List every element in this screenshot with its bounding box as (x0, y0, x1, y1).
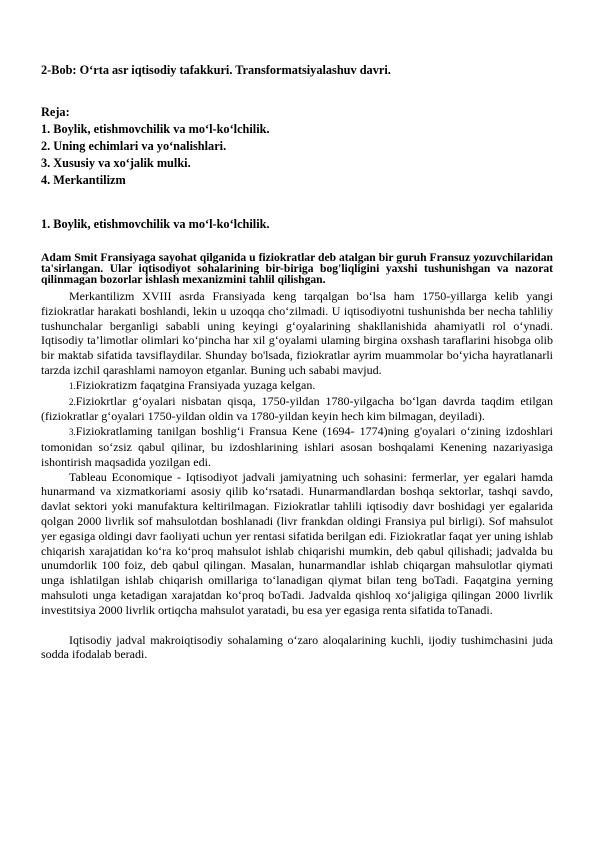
tableau-paragraph: Tableau Economique - Iqtisodiyot jadvali jamiyatning uch sohasini: fermerlar, yer egalari hamda hunarmand va xizmatkoriami asosiy qilib ko‘rsatadi. Hunarmandlardan boshqa sektorlar, tashqi savdo, davlat sektori yoki manufaktura keltirilmagan. Fiziokratlar tahlili iqtisodiy davr boshidagi yer egalarida qolgan 2000 livrlik sof mahsulotdan boshlanadi (livr frankdan oldingi Fransiya pul birligi). Sof mahsulot yer egasiga oldingi davr faoliyati uchun yer rentasi sifatida berilgan edi. Fiziokratlar faqat yer uning ishlab chiqarish xarajatidan ko‘ra ko‘proq mahsulot ishlab chiqarishi mumkin, deb qabul qilishadi; jadvalda bu unumdorlik 100 foiz, deb qabul qilingan. Masalan, hunarmandlar ishlab chiqargan mahsulotlar qiymati unga ishlatilgan ishlab chiqarish omillariga to‘lanadigan qiymat bilan teng boTadi. Faqatgina yerning mahsuloti unga ketadigan xarajatdan ko‘proq boTadi. Jadvalda qishloq xo‘jaligiga qilingan 2000 livrlik investitsiya 2000 livrlik ortiqcha mahsulot yaratadi, bu esa yer egasiga renta sifatida toTanadi. (41, 469, 553, 617)
intro-paragraph: Adam Smit Fransiyaga sayohat qilganida u fiziokratlar deb atalgan bir guruh Fransuz yozuvchilaridan ta'sirlangan. Ular iqtisodiyot sohalarining bir-biriga bog'liqligini yaxshi tushunishgan va nazorat qilinmagan bozorlar ishlash mexanizmini tahlil qilishgan. (41, 252, 553, 285)
plan-item: 3. Xususiy va xo‘jalik mulki. (41, 156, 191, 170)
chapter-title: 2-Bob: O‘rta asr iqtisodiy tafakkuri. Transformatsiyalashuv davri. (41, 63, 391, 77)
item-text: Fiziokratlaming tanilgan boshlig‘i Fransua Kene (1694- 1774)ning g'oyalari o‘zining izdoshlari tomonidan so‘zsiz qabul qilinar, bu izdoshlarining ishlari asosan boshqalami Kenening nazariyasiga ishontirish maqsadida yozilgan edi. (41, 424, 553, 469)
item-text: Fiziokrtlar g‘oyalari nisbatan qisqa, 1750-yildan 1780-yilgacha bo‘lgan davrda taqdim etilgan (fiziokratlar g‘oyalari 1750-yildan oldin va 1780-yildan keyin hech kim bilmagan, deyiladi). (41, 393, 553, 424)
numbered-item (41, 424, 553, 469)
plan-block (41, 104, 553, 189)
numbered-item (41, 394, 553, 425)
body-text (41, 289, 553, 662)
item-number: 2. (69, 396, 76, 407)
plan-item: 1. Boylik, etishmovchilik va mo‘l-ko‘lchilik. (41, 122, 270, 136)
section-heading: 1. Boylik, etishmovchilik va mo‘l-ko‘lchilik. (41, 217, 270, 231)
item-number: 1. (69, 380, 76, 391)
item-number: 3. (69, 427, 76, 438)
closing-paragraph: Iqtisodiy jadval makroiqtisodiy sohalaming o‘zaro aloqalarining kuchli, ijodiy tushimchasini juda sodda ifodalab beradi. (41, 632, 553, 662)
numbered-item (41, 378, 553, 394)
plan-item: 4. Merkantilizm (41, 173, 126, 187)
plan-item: 2. Uning echimlari va yo‘nalishlari. (41, 139, 227, 153)
paragraph: Merkantilizm XVIII asrda Fransiyada keng tarqalgan bo‘lsa ham 1750-yillarga kelib yangi fiziokratlar harakati boshlandi, lekin u uzoqqa cho‘zilmadi. U iqtisodiyotni tushunishda ber necha tahliliy tushunchalar berganligi sababli uning keyingi g‘oyalarining shakllanishida ahamiyatli rol o‘ynadi. Iqtisodiy ta’limotlar olimlari ko‘pincha har xil g‘oyalami ulaming birgina oxshash taraflarini hisobga olib bir maktab sifatida tavsiflaydilar. Shunday bo'lsada, fiziokratlar ayrim muammolar bo‘yicha hayratlanarli tarzda izchil qarashlami namoyon etganlar. Buning uch sababi mavjud. (41, 289, 553, 377)
plan-heading: Reja: (41, 105, 70, 119)
item-text: Fiziokratizm faqatgina Fransiyada yuzaga kelgan. (75, 377, 316, 392)
